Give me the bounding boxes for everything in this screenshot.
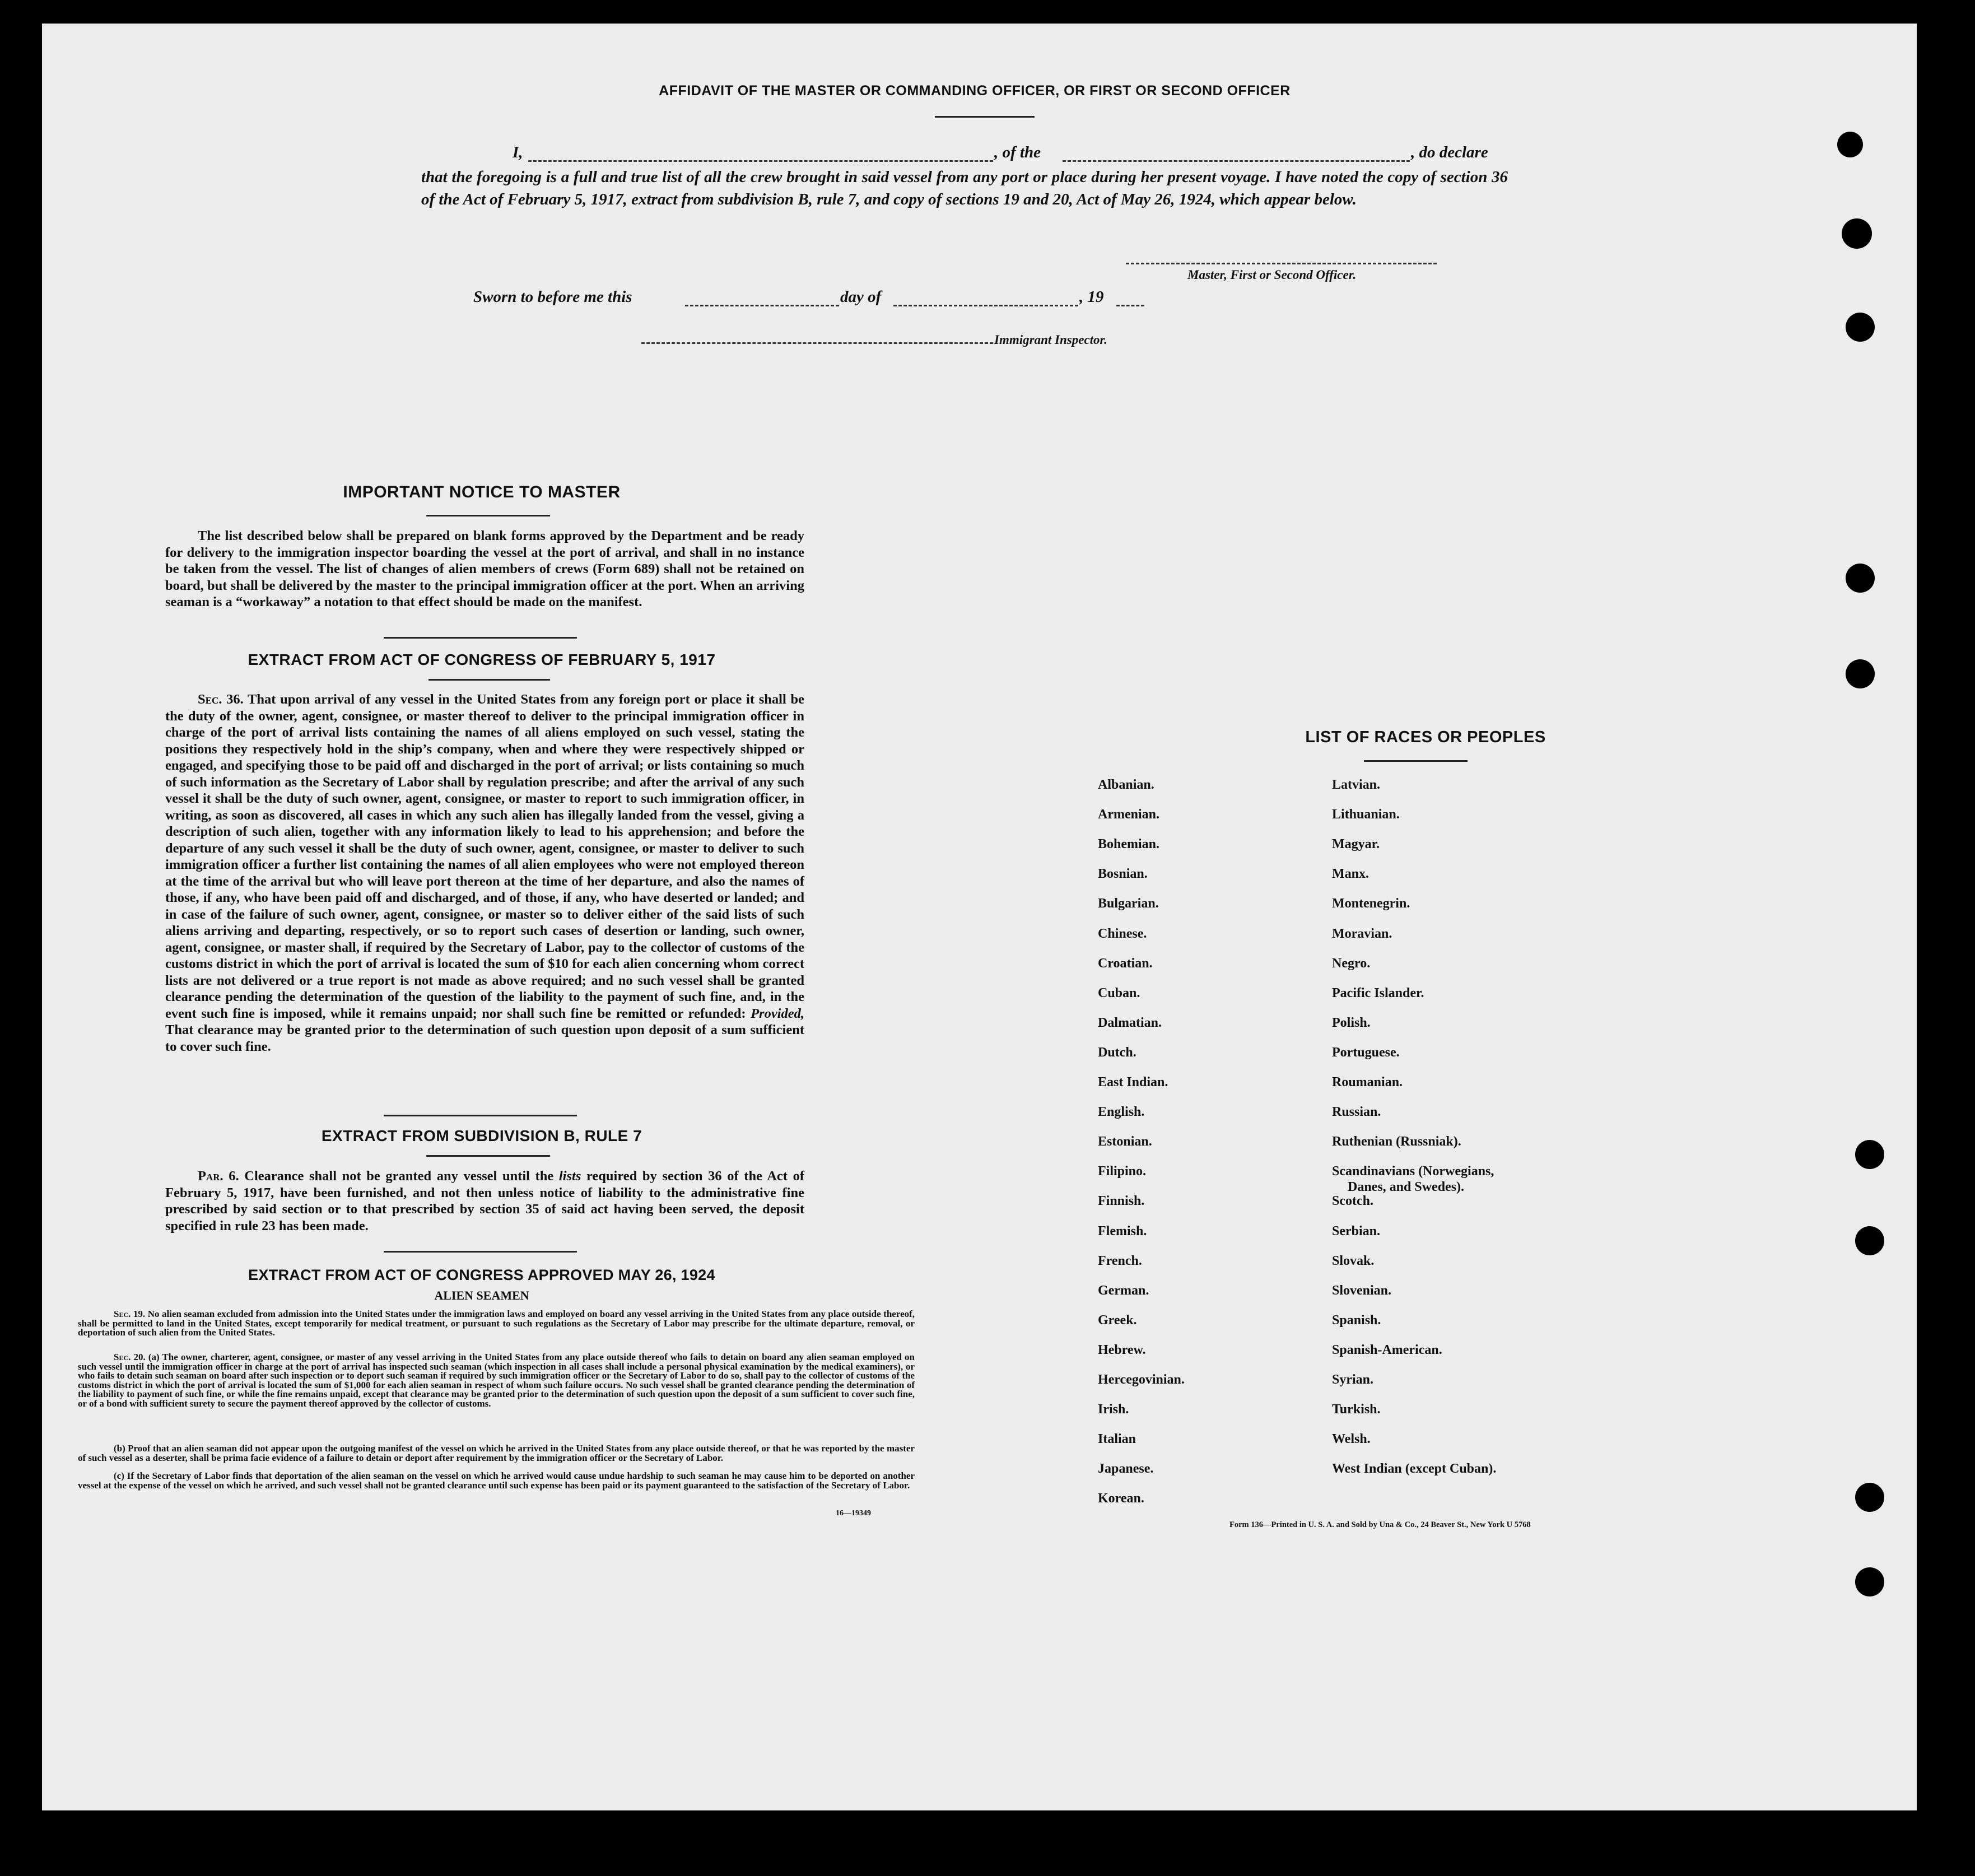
sworn-year: , 19	[1079, 288, 1104, 306]
year-blank	[1116, 305, 1144, 306]
races-rule	[1364, 760, 1468, 762]
race-item: Scotch.	[1332, 1194, 1373, 1209]
race-item: Armenian.	[1098, 807, 1159, 822]
subdivision-b-rule	[426, 1155, 550, 1157]
race-item: Finnish.	[1098, 1194, 1145, 1209]
inspector-label: Immigrant Inspector.	[994, 333, 1107, 347]
extract-1917-title: EXTRACT FROM ACT OF CONGRESS OF FEBRUARY 5, 1917	[248, 651, 716, 668]
race-item: Bulgarian.	[1098, 896, 1159, 911]
lists-word: lists	[558, 1169, 581, 1184]
race-item: Italian	[1098, 1432, 1136, 1447]
par-6-body-b: required by section 36 of the Act of February 5, 1917, have been furnished, and not then unless notice of liability to the administrative fine prescribed by said section or to that prescribed by section 35 of said act having been served, the deposit specified in rule 23 has been made.	[165, 1169, 804, 1233]
race-item: Estonian.	[1098, 1134, 1152, 1149]
punch-hole	[1855, 1483, 1884, 1512]
race-item: Filipino.	[1098, 1164, 1147, 1179]
sec-20c-text: (c) If the Secretary of Labor finds that deportation of the alien seaman on the vessel on which he arrived would cause undue hardship to such seaman he may cause him to be deported on another vessel at the expense of the vessel on which he arrived, and such vessel shall not be granted clearance until such expense has been paid or its payment guaranteed to the satisfaction of the Secretary of Labor.	[78, 1470, 915, 1491]
race-item: Moravian.	[1332, 926, 1392, 941]
master-signature-line	[1126, 263, 1437, 264]
race-item: Latvian.	[1332, 778, 1381, 792]
race-item: Albanian.	[1098, 778, 1154, 792]
declaration-do-declare: , do declare	[1411, 143, 1488, 161]
extract-1917-end-rule	[384, 1115, 577, 1116]
race-item: Manx.	[1332, 867, 1369, 882]
sworn-text: Sworn to before me this	[473, 288, 632, 306]
race-item: Greek.	[1098, 1312, 1137, 1328]
punch-hole	[1855, 1140, 1884, 1169]
alien-seamen-subtitle: ALIEN SEAMEN	[434, 1288, 529, 1302]
race-item: Flemish.	[1098, 1223, 1147, 1239]
notice-body: The list described below shall be prepared on blank forms approved by the Department and be ready for delivery to the immigration inspector boarding the vessel at the port of arrival, and shall in no instance be taken from the vessel. The list of changes of alien members of crews (Form 689) shall not be retained on board, but shall be delivered by the master to the principal immigration officer at the port. When an arriving seaman is a “workaway” a notation to that effect should be made on the manifest.	[165, 528, 804, 609]
race-item: Slovenian.	[1332, 1283, 1392, 1298]
race-item: Welsh.	[1332, 1432, 1371, 1447]
race-item: English.	[1098, 1105, 1145, 1120]
punch-hole	[1837, 132, 1863, 157]
race-item: Ruthenian (Russniak).	[1332, 1134, 1461, 1149]
vessel-blank	[1063, 160, 1410, 162]
subdivision-b-title: EXTRACT FROM SUBDIVISION B, RULE 7	[321, 1127, 642, 1144]
declaration-text: that the foregoing is a full and true list of all the crew brought in said vessel from any port or place during her present voyage. I have noted the copy of section 36 of the Act of February 5, 1917, extract from subdivision B, rule 7, and copy of sections 19 and 20, Act of May 26, 1924, which appear below.	[421, 168, 1508, 208]
race-item: Chinese.	[1098, 926, 1147, 941]
race-item: Polish.	[1332, 1015, 1371, 1030]
race-item: Dalmatian.	[1098, 1015, 1162, 1030]
race-item: Bosnian.	[1098, 867, 1148, 882]
sec-36-label: Sec. 36.	[198, 692, 244, 707]
sec-20b-text: (b) Proof that an alien seaman did not appear upon the outgoing manifest of the vessel on which he arrived in the United States from any place outside thereof, or that he was reported by the master of such vessel as a deserter, shall be prima facie evidence of a failure to detain or deport after requirement by the immigration officer or the Secretary of Labor.	[78, 1443, 915, 1463]
form-footer: Form 136—Printed in U. S. A. and Sold by Una & Co., 24 Beaver St., New York U 5768	[1229, 1520, 1531, 1529]
race-item: Hebrew.	[1098, 1342, 1146, 1357]
race-item: Negro.	[1332, 956, 1371, 971]
par-6-text	[165, 1168, 804, 1234]
punch-hole	[1846, 659, 1875, 688]
sec-19-text	[78, 1310, 915, 1338]
punch-hole	[1846, 564, 1875, 593]
day-blank	[685, 305, 839, 306]
par-6-body-a: Clearance shall not be granted any vessel until the	[244, 1169, 554, 1184]
race-item: Magyar.	[1332, 837, 1380, 852]
inspector-signature-line	[641, 342, 993, 344]
sec-36-body: That upon arrival of any vessel in the United States from any foreign port or place it shall be the duty of the owner, agent, consignee, or master thereof to deliver to the principal immigration officer in charge of the port of arrival lists containing the names of all aliens employed on such vessel, stating the positions they respectively hold in the ship’s company, when and where they were respectively shipped or engaged, and specifying those to be paid off and discharged in the port of arrival; or lists containing so much of such information as the Secretary of Labor shall by regulation prescribe; and after the arrival of any such vessel it shall be the duty of such owner, agent, consignee, or master to report to such immigration officer, in writing, as soon as discovered, all cases in which any such alien has illegally landed from the vessel, giving a description of such alien, together with any information likely to lead to his apprehension; and before the departure of any such vessel it shall be the duty of such owner, agent, consignee, or master to deliver to such immigration officer a further list containing the names of all alien employees who were not employed thereon at the time of the arrival but who will leave port thereon at the time of her departure, and also the names of those, if any, who have been paid off and discharged, and of those, if any, who have deserted or landed; and in case of the failure of such owner, agent, consignee, or master so to deliver either of the said lists of such aliens arriving and departing, respectively, or so to report such cases of desertion or landing, such owner, agent, consignee, or master shall, if required by the Secretary of Labor, pay to the collector of customs of the customs district in which the port of arrival is located the sum of $10 for each alien concerning whom correct lists are not delivered or a true report is not made as above required; and no such vessel shall be granted clearance pending the determination of the question of the liability to the payment of such fine, and, in the event such fine is imposed, while it remains unpaid; nor shall such fine be remitted or refunded:	[165, 692, 804, 1021]
declaration-of-the: , of the	[994, 143, 1041, 161]
race-item: Cuban.	[1098, 985, 1140, 1000]
sec-36-text	[165, 691, 804, 1055]
punch-hole	[1855, 1567, 1884, 1596]
sec-20-label: Sec. 20.	[114, 1352, 146, 1362]
notice-rule	[426, 515, 550, 516]
master-signature-label: Master, First or Second Officer.	[1187, 268, 1357, 282]
race-item: Slovak.	[1332, 1253, 1375, 1268]
race-item: Croatian.	[1098, 956, 1153, 971]
extract-1924-title: EXTRACT FROM ACT OF CONGRESS APPROVED MAY 26, 1924	[248, 1267, 715, 1283]
race-item: French.	[1098, 1253, 1142, 1268]
declaration-line	[462, 143, 1510, 166]
extract-1917-rule	[428, 679, 550, 681]
race-item: East Indian.	[1098, 1075, 1168, 1090]
sec-19-body: No alien seaman excluded from admission into the United States under the immigration laws and employed on board any vessel arriving in the United States from any place outside thereof, shall be permitted to land in the United States, except temporarily for medical treatment, or pursuant to such regulations as the Secretary of Labor may prescribe for the ultimate departure, removal, or deportation of such alien from the United States.	[78, 1309, 915, 1338]
race-item: Montenegrin.	[1332, 896, 1410, 911]
race-item: West Indian (except Cuban).	[1332, 1461, 1497, 1477]
race-item: Korean.	[1098, 1491, 1144, 1506]
race-item: Irish.	[1098, 1402, 1129, 1417]
affidavit-title: AFFIDAVIT OF THE MASTER OR COMMANDING OFFICER, OR FIRST OR SECOND OFFICER	[659, 83, 1291, 99]
document-page	[42, 24, 1917, 1810]
provided-word: Provided,	[751, 1006, 804, 1021]
par-6-label: Par. 6.	[198, 1169, 239, 1184]
race-item: Bohemian.	[1098, 837, 1160, 852]
race-item: Portuguese.	[1332, 1045, 1400, 1060]
punch-hole	[1842, 218, 1872, 249]
race-item: Serbian.	[1332, 1223, 1381, 1239]
race-item: Dutch.	[1098, 1045, 1136, 1060]
race-item: Lithuanian.	[1332, 807, 1400, 822]
race-item: Russian.	[1332, 1105, 1381, 1120]
race-item: Hercegovinian.	[1098, 1372, 1185, 1387]
declaration-i: I,	[513, 143, 523, 161]
race-item: Scandinavians (Norwegians,	[1332, 1164, 1494, 1179]
race-item: Syrian.	[1332, 1372, 1374, 1387]
race-item: German.	[1098, 1283, 1149, 1298]
notice-title: IMPORTANT NOTICE TO MASTER	[343, 483, 621, 501]
title-rule	[935, 116, 1035, 118]
sworn-day-of: day of	[840, 288, 882, 306]
race-item: Turkish.	[1332, 1402, 1381, 1417]
race-item: Spanish-American.	[1332, 1342, 1442, 1357]
punch-hole	[1855, 1226, 1884, 1255]
races-title: LIST OF RACES OR PEOPLES	[1305, 728, 1546, 746]
subdivision-b-end-rule	[384, 1251, 577, 1253]
sec-36-tail: That clearance may be granted prior to the determination of such question upon deposit of a sum sufficient to cover such fine.	[165, 1022, 804, 1054]
race-item: Pacific Islander.	[1332, 985, 1424, 1000]
sec-19-label: Sec. 19.	[114, 1309, 146, 1319]
name-blank	[528, 160, 993, 162]
sec-20a-text	[78, 1353, 915, 1408]
race-item: Danes, and Swedes).	[1348, 1180, 1465, 1195]
month-blank	[893, 305, 1078, 306]
race-item: Spanish.	[1332, 1312, 1381, 1328]
race-item: Japanese.	[1098, 1461, 1154, 1477]
form-code: 16—19349	[836, 1509, 871, 1517]
sworn-line	[473, 288, 1257, 310]
race-item: Roumanian.	[1332, 1075, 1403, 1090]
punch-hole	[1846, 313, 1875, 342]
notice-end-rule	[384, 637, 577, 639]
sec-20a-body: (a) The owner, charterer, agent, consignee, or master of any vessel arriving in the United States from any place outside thereof who fails to detain on board any alien seaman employed on such vessel until the immigration officer in charge at the port of arrival has inspected such seaman (which inspection in all cases shall include a personal physical examination by the medical examiners), or who fails to detain such seaman on board after such inspection or to deport such seaman if required by such immigration officer or the Secretary of Labor to do so, shall pay to the collector of customs of the customs district in which the port of arrival is located the sum of $1,000 for each alien seaman in respect of whom such failure occurs. No such vessel shall be granted clearance pending the determination of the liability to payment of such fine, or while the fine remains unpaid, except that clearance may be granted prior to the determination of such question upon the deposit of a sum sufficient to cover such fine, or of a bond with sufficient surety to secure the payment thereof approved by the collector of customs.	[78, 1352, 915, 1409]
